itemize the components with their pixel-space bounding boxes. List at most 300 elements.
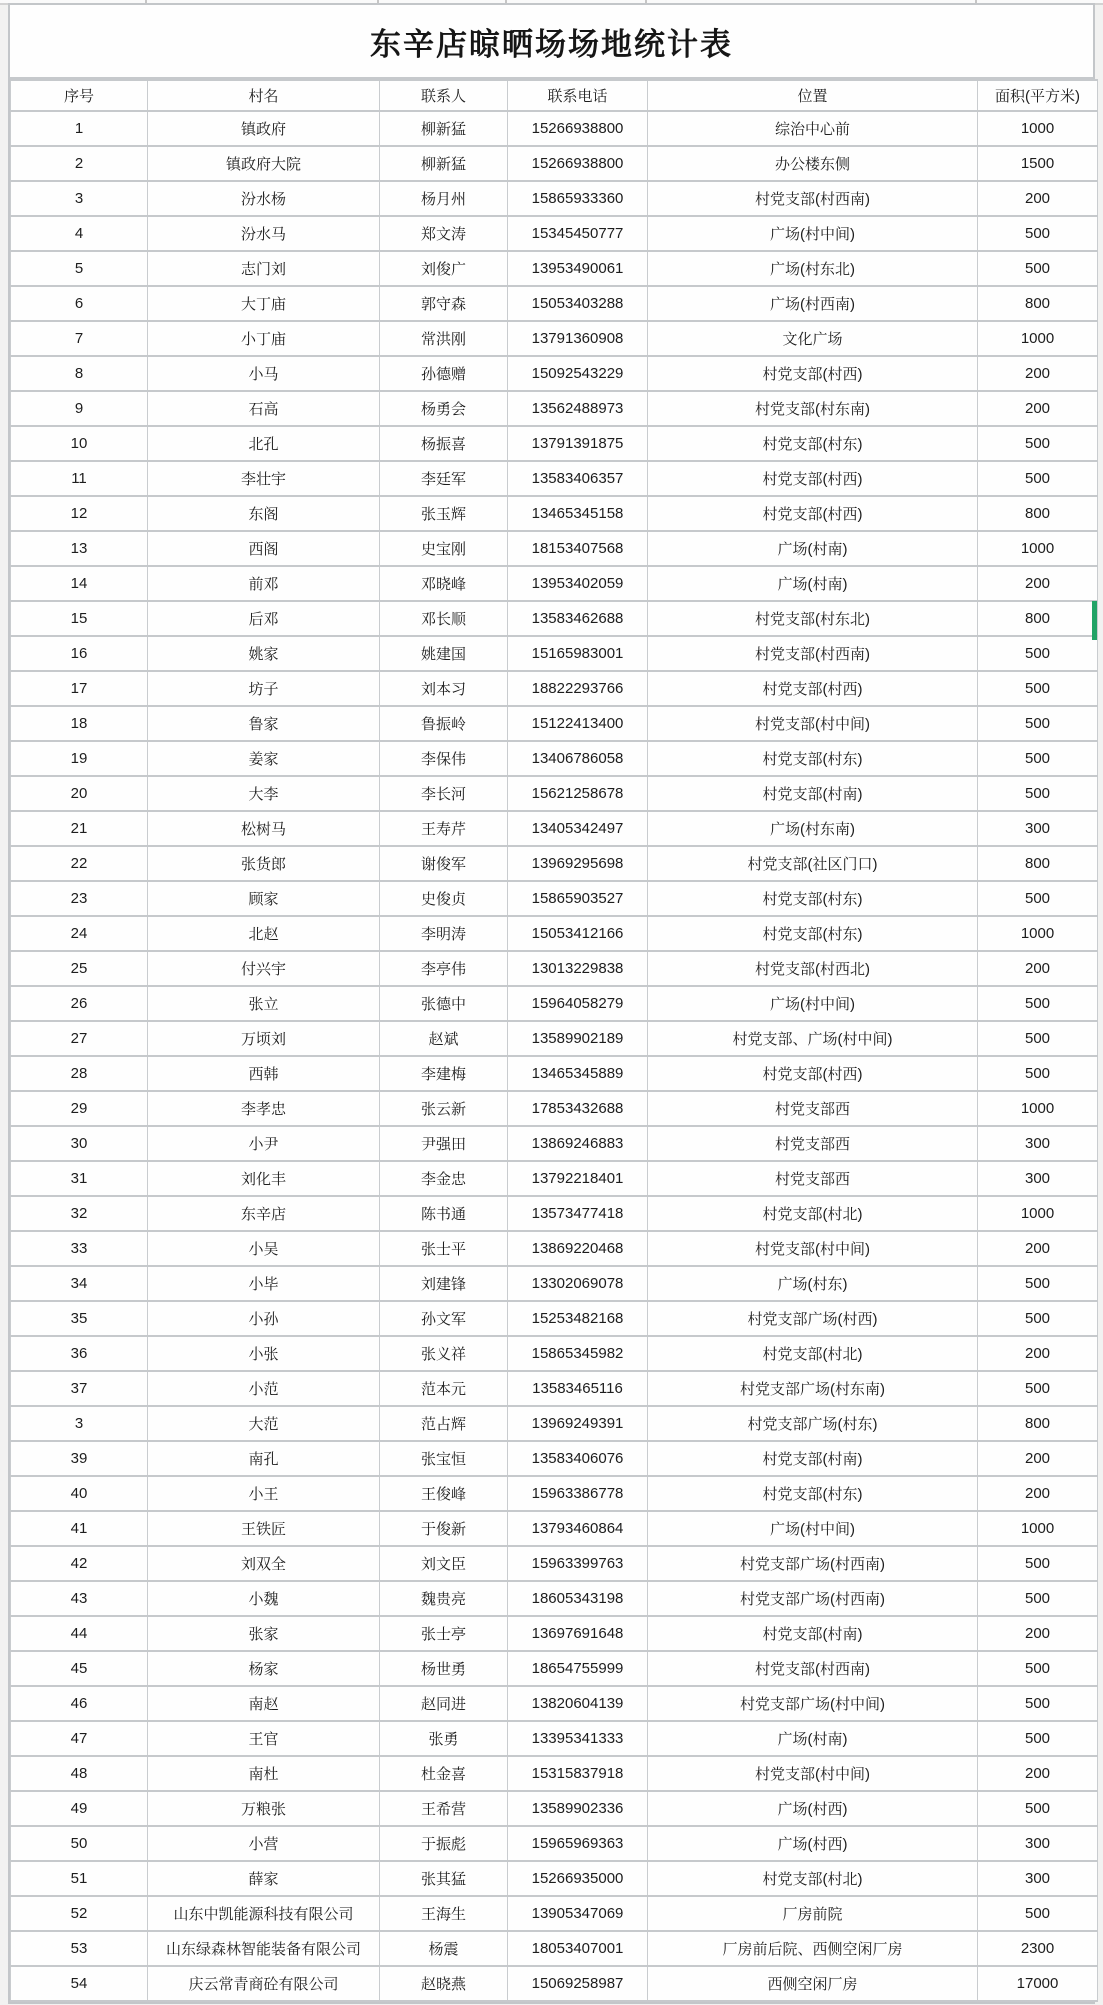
cell-phone[interactable]: 13791360908 — [508, 321, 648, 356]
cell-area[interactable]: 200 — [978, 1336, 1098, 1371]
cell-seq[interactable]: 49 — [11, 1791, 148, 1826]
cell-contact[interactable]: 张宝恒 — [380, 1441, 508, 1476]
cell-seq[interactable]: 10 — [11, 426, 148, 461]
cell-location[interactable]: 村党支部西 — [648, 1161, 978, 1196]
cell-contact[interactable]: 常洪刚 — [380, 321, 508, 356]
cell-seq[interactable]: 2 — [11, 146, 148, 181]
cell-phone[interactable]: 13969249391 — [508, 1406, 648, 1441]
cell-area[interactable]: 500 — [978, 1266, 1098, 1301]
cell-village[interactable]: 张家 — [148, 1616, 380, 1651]
cell-seq[interactable]: 40 — [11, 1476, 148, 1511]
cell-seq[interactable]: 50 — [11, 1826, 148, 1861]
cell-village[interactable]: 坊子 — [148, 671, 380, 706]
cell-contact[interactable]: 史俊贞 — [380, 881, 508, 916]
cell-location[interactable]: 村党支部广场(村东南) — [648, 1371, 978, 1406]
cell-phone[interactable]: 13793460864 — [508, 1511, 648, 1546]
cell-area[interactable]: 200 — [978, 356, 1098, 391]
cell-seq[interactable]: 33 — [11, 1231, 148, 1266]
cell-location[interactable]: 村党支部(村中间) — [648, 1756, 978, 1791]
cell-contact[interactable]: 赵同进 — [380, 1686, 508, 1721]
cell-location[interactable]: 村党支部西 — [648, 1091, 978, 1126]
cell-location[interactable]: 村党支部(村西) — [648, 461, 978, 496]
cell-contact[interactable]: 郑文涛 — [380, 216, 508, 251]
cell-contact[interactable]: 柳新猛 — [380, 146, 508, 181]
cell-village[interactable]: 西阁 — [148, 531, 380, 566]
cell-area[interactable]: 800 — [978, 496, 1098, 531]
cell-area[interactable]: 500 — [978, 1791, 1098, 1826]
cell-phone[interactable]: 13583406076 — [508, 1441, 648, 1476]
cell-seq[interactable]: 13 — [11, 531, 148, 566]
cell-location[interactable]: 村党支部广场(村中间) — [648, 1686, 978, 1721]
cell-location[interactable]: 文化广场 — [648, 321, 978, 356]
cell-village[interactable]: 小丁庙 — [148, 321, 380, 356]
cell-contact[interactable]: 王俊峰 — [380, 1476, 508, 1511]
cell-seq[interactable]: 4 — [11, 216, 148, 251]
cell-location[interactable]: 村党支部(村南) — [648, 776, 978, 811]
cell-location[interactable]: 村党支部(村东) — [648, 426, 978, 461]
cell-village[interactable]: 小毕 — [148, 1266, 380, 1301]
cell-area[interactable]: 500 — [978, 426, 1098, 461]
cell-location[interactable]: 村党支部(村西) — [648, 671, 978, 706]
cell-seq[interactable]: 27 — [11, 1021, 148, 1056]
cell-area[interactable]: 300 — [978, 1126, 1098, 1161]
cell-seq[interactable]: 28 — [11, 1056, 148, 1091]
cell-village[interactable]: 李壮宇 — [148, 461, 380, 496]
cell-location[interactable]: 村党支部广场(村西) — [648, 1301, 978, 1336]
cell-seq[interactable]: 5 — [11, 251, 148, 286]
cell-seq[interactable]: 44 — [11, 1616, 148, 1651]
cell-area[interactable]: 500 — [978, 251, 1098, 286]
cell-seq[interactable]: 19 — [11, 741, 148, 776]
cell-contact[interactable]: 李亭伟 — [380, 951, 508, 986]
cell-village[interactable]: 汾水马 — [148, 216, 380, 251]
cell-phone[interactable]: 13465345889 — [508, 1056, 648, 1091]
cell-location[interactable]: 村党支部(村西北) — [648, 951, 978, 986]
column-header-village[interactable]: 村名 — [148, 80, 380, 111]
cell-village[interactable]: 前邓 — [148, 566, 380, 601]
cell-seq[interactable]: 48 — [11, 1756, 148, 1791]
cell-village[interactable]: 刘化丰 — [148, 1161, 380, 1196]
cell-phone[interactable]: 13792218401 — [508, 1161, 648, 1196]
cell-contact[interactable]: 刘文臣 — [380, 1546, 508, 1581]
cell-location[interactable]: 村党支部(村北) — [648, 1861, 978, 1896]
cell-village[interactable]: 石高 — [148, 391, 380, 426]
cell-area[interactable]: 200 — [978, 951, 1098, 986]
cell-seq[interactable]: 43 — [11, 1581, 148, 1616]
column-header-location[interactable]: 位置 — [648, 80, 978, 111]
cell-contact[interactable]: 杨勇会 — [380, 391, 508, 426]
cell-contact[interactable]: 张德中 — [380, 986, 508, 1021]
cell-contact[interactable]: 杨震 — [380, 1931, 508, 1966]
cell-village[interactable]: 王铁匠 — [148, 1511, 380, 1546]
cell-phone[interactable]: 13869220468 — [508, 1231, 648, 1266]
cell-seq[interactable]: 24 — [11, 916, 148, 951]
cell-village[interactable]: 南赵 — [148, 1686, 380, 1721]
cell-location[interactable]: 广场(村南) — [648, 1721, 978, 1756]
cell-phone[interactable]: 13583465116 — [508, 1371, 648, 1406]
cell-seq[interactable]: 26 — [11, 986, 148, 1021]
cell-contact[interactable]: 史宝刚 — [380, 531, 508, 566]
cell-village[interactable]: 姚家 — [148, 636, 380, 671]
cell-seq[interactable]: 47 — [11, 1721, 148, 1756]
cell-area[interactable]: 1000 — [978, 531, 1098, 566]
cell-location[interactable]: 广场(村南) — [648, 531, 978, 566]
cell-phone[interactable]: 15069258987 — [508, 1966, 648, 2001]
cell-location[interactable]: 村党支部广场(村西南) — [648, 1581, 978, 1616]
cell-village[interactable]: 小张 — [148, 1336, 380, 1371]
cell-phone[interactable]: 15122413400 — [508, 706, 648, 741]
cell-location[interactable]: 广场(村南) — [648, 566, 978, 601]
cell-seq[interactable]: 53 — [11, 1931, 148, 1966]
cell-phone[interactable]: 13302069078 — [508, 1266, 648, 1301]
cell-phone[interactable]: 15865933360 — [508, 181, 648, 216]
cell-seq[interactable]: 8 — [11, 356, 148, 391]
cell-contact[interactable]: 李建梅 — [380, 1056, 508, 1091]
cell-village[interactable]: 小孙 — [148, 1301, 380, 1336]
cell-contact[interactable]: 姚建国 — [380, 636, 508, 671]
cell-location[interactable]: 综治中心前 — [648, 111, 978, 146]
cell-location[interactable]: 广场(村西) — [648, 1791, 978, 1826]
cell-contact[interactable]: 张士平 — [380, 1231, 508, 1266]
cell-village[interactable]: 薛家 — [148, 1861, 380, 1896]
cell-location[interactable]: 村党支部(村东) — [648, 1476, 978, 1511]
cell-village[interactable]: 小营 — [148, 1826, 380, 1861]
cell-village[interactable]: 小尹 — [148, 1126, 380, 1161]
cell-seq[interactable]: 6 — [11, 286, 148, 321]
cell-contact[interactable]: 柳新猛 — [380, 111, 508, 146]
cell-area[interactable]: 500 — [978, 1301, 1098, 1336]
cell-location[interactable]: 村党支部(村西) — [648, 1056, 978, 1091]
cell-location[interactable]: 村党支部(村西南) — [648, 181, 978, 216]
cell-area[interactable]: 2300 — [978, 1931, 1098, 1966]
cell-village[interactable]: 小魏 — [148, 1581, 380, 1616]
cell-location[interactable]: 村党支部(村北) — [648, 1336, 978, 1371]
cell-area[interactable]: 500 — [978, 1021, 1098, 1056]
cell-phone[interactable]: 13953490061 — [508, 251, 648, 286]
cell-village[interactable]: 山东绿森林智能装备有限公司 — [148, 1931, 380, 1966]
cell-area[interactable]: 500 — [978, 741, 1098, 776]
cell-contact[interactable]: 李廷军 — [380, 461, 508, 496]
cell-area[interactable]: 500 — [978, 216, 1098, 251]
cell-location[interactable]: 村党支部、广场(村中间) — [648, 1021, 978, 1056]
cell-area[interactable]: 200 — [978, 1756, 1098, 1791]
cell-contact[interactable]: 张其猛 — [380, 1861, 508, 1896]
cell-seq[interactable]: 22 — [11, 846, 148, 881]
cell-seq[interactable]: 7 — [11, 321, 148, 356]
cell-phone[interactable]: 15053412166 — [508, 916, 648, 951]
cell-phone[interactable]: 15965969363 — [508, 1826, 648, 1861]
cell-location[interactable]: 村党支部(村中间) — [648, 706, 978, 741]
cell-area[interactable]: 500 — [978, 1056, 1098, 1091]
cell-contact[interactable]: 孙德赠 — [380, 356, 508, 391]
cell-phone[interactable]: 13465345158 — [508, 496, 648, 531]
cell-phone[interactable]: 13905347069 — [508, 1896, 648, 1931]
cell-contact[interactable]: 李长河 — [380, 776, 508, 811]
cell-phone[interactable]: 13405342497 — [508, 811, 648, 846]
cell-location[interactable]: 广场(村东南) — [648, 811, 978, 846]
cell-village[interactable]: 刘双全 — [148, 1546, 380, 1581]
cell-location[interactable]: 厂房前院 — [648, 1896, 978, 1931]
cell-village[interactable]: 北孔 — [148, 426, 380, 461]
cell-area[interactable]: 200 — [978, 1231, 1098, 1266]
cell-contact[interactable]: 李金忠 — [380, 1161, 508, 1196]
cell-contact[interactable]: 杨振喜 — [380, 426, 508, 461]
cell-contact[interactable]: 孙文军 — [380, 1301, 508, 1336]
cell-location[interactable]: 村党支部(村东) — [648, 916, 978, 951]
cell-seq[interactable]: 46 — [11, 1686, 148, 1721]
cell-phone[interactable]: 13953402059 — [508, 566, 648, 601]
cell-village[interactable]: 汾水杨 — [148, 181, 380, 216]
cell-location[interactable]: 广场(村东北) — [648, 251, 978, 286]
cell-contact[interactable]: 刘本习 — [380, 671, 508, 706]
cell-contact[interactable]: 邓长顺 — [380, 601, 508, 636]
cell-area[interactable]: 500 — [978, 881, 1098, 916]
cell-location[interactable]: 村党支部(村东南) — [648, 391, 978, 426]
cell-contact[interactable]: 杨月州 — [380, 181, 508, 216]
cell-location[interactable]: 村党支部(村西) — [648, 356, 978, 391]
cell-seq[interactable]: 16 — [11, 636, 148, 671]
cell-area[interactable]: 500 — [978, 671, 1098, 706]
cell-area[interactable]: 500 — [978, 776, 1098, 811]
cell-village[interactable]: 大范 — [148, 1406, 380, 1441]
cell-area[interactable]: 300 — [978, 1861, 1098, 1896]
cell-phone[interactable]: 15266938800 — [508, 146, 648, 181]
cell-phone[interactable]: 15165983001 — [508, 636, 648, 671]
cell-village[interactable]: 镇政府 — [148, 111, 380, 146]
cell-phone[interactable]: 13869246883 — [508, 1126, 648, 1161]
cell-seq[interactable]: 3 — [11, 181, 148, 216]
cell-phone[interactable]: 13013229838 — [508, 951, 648, 986]
cell-phone[interactable]: 18822293766 — [508, 671, 648, 706]
cell-area[interactable]: 800 — [978, 601, 1098, 636]
cell-village[interactable]: 南孔 — [148, 1441, 380, 1476]
cell-phone[interactable]: 17853432688 — [508, 1091, 648, 1126]
cell-phone[interactable]: 15053403288 — [508, 286, 648, 321]
cell-area[interactable]: 200 — [978, 1476, 1098, 1511]
cell-seq[interactable]: 12 — [11, 496, 148, 531]
cell-seq[interactable]: 25 — [11, 951, 148, 986]
cell-location[interactable]: 西侧空闲厂房 — [648, 1966, 978, 2001]
cell-village[interactable]: 南杜 — [148, 1756, 380, 1791]
cell-seq[interactable]: 30 — [11, 1126, 148, 1161]
cell-area[interactable]: 300 — [978, 811, 1098, 846]
cell-phone[interactable]: 13791391875 — [508, 426, 648, 461]
cell-phone[interactable]: 13820604139 — [508, 1686, 648, 1721]
cell-seq[interactable]: 20 — [11, 776, 148, 811]
cell-location[interactable]: 村党支部(村西) — [648, 496, 978, 531]
cell-contact[interactable]: 张勇 — [380, 1721, 508, 1756]
cell-location[interactable]: 村党支部(村西南) — [648, 1651, 978, 1686]
cell-area[interactable]: 500 — [978, 1581, 1098, 1616]
cell-village[interactable]: 李孝忠 — [148, 1091, 380, 1126]
cell-village[interactable]: 北赵 — [148, 916, 380, 951]
cell-phone[interactable]: 13583406357 — [508, 461, 648, 496]
cell-area[interactable]: 500 — [978, 1546, 1098, 1581]
cell-village[interactable]: 小范 — [148, 1371, 380, 1406]
cell-contact[interactable]: 张义祥 — [380, 1336, 508, 1371]
cell-village[interactable]: 志门刘 — [148, 251, 380, 286]
cell-location[interactable]: 厂房前后院、西侧空闲厂房 — [648, 1931, 978, 1966]
cell-village[interactable]: 大丁庙 — [148, 286, 380, 321]
cell-village[interactable]: 付兴宇 — [148, 951, 380, 986]
cell-seq[interactable]: 18 — [11, 706, 148, 741]
cell-area[interactable]: 500 — [978, 461, 1098, 496]
cell-seq[interactable]: 17 — [11, 671, 148, 706]
cell-phone[interactable]: 15963399763 — [508, 1546, 648, 1581]
cell-village[interactable]: 鲁家 — [148, 706, 380, 741]
cell-contact[interactable]: 刘建锋 — [380, 1266, 508, 1301]
cell-phone[interactable]: 13697691648 — [508, 1616, 648, 1651]
cell-phone[interactable]: 15092543229 — [508, 356, 648, 391]
cell-seq[interactable]: 42 — [11, 1546, 148, 1581]
cell-area[interactable]: 1000 — [978, 1091, 1098, 1126]
cell-phone[interactable]: 15621258678 — [508, 776, 648, 811]
cell-area[interactable]: 500 — [978, 986, 1098, 1021]
cell-area[interactable]: 200 — [978, 1616, 1098, 1651]
cell-area[interactable]: 500 — [978, 1651, 1098, 1686]
cell-village[interactable]: 山东中凯能源科技有限公司 — [148, 1896, 380, 1931]
cell-phone[interactable]: 13589902336 — [508, 1791, 648, 1826]
cell-village[interactable]: 顾家 — [148, 881, 380, 916]
cell-seq[interactable]: 1 — [11, 111, 148, 146]
cell-seq[interactable]: 15 — [11, 601, 148, 636]
cell-contact[interactable]: 王寿芹 — [380, 811, 508, 846]
cell-phone[interactable]: 15266938800 — [508, 111, 648, 146]
cell-village[interactable]: 镇政府大院 — [148, 146, 380, 181]
cell-seq[interactable]: 14 — [11, 566, 148, 601]
cell-phone[interactable]: 13573477418 — [508, 1196, 648, 1231]
cell-location[interactable]: 广场(村东) — [648, 1266, 978, 1301]
cell-contact[interactable]: 王希营 — [380, 1791, 508, 1826]
cell-area[interactable]: 200 — [978, 391, 1098, 426]
cell-area[interactable]: 1000 — [978, 111, 1098, 146]
cell-contact[interactable]: 尹强田 — [380, 1126, 508, 1161]
cell-contact[interactable]: 刘俊广 — [380, 251, 508, 286]
cell-village[interactable]: 后邓 — [148, 601, 380, 636]
cell-location[interactable]: 村党支部(村中间) — [648, 1231, 978, 1266]
cell-phone[interactable]: 13562488973 — [508, 391, 648, 426]
cell-area[interactable]: 500 — [978, 1686, 1098, 1721]
cell-village[interactable]: 张立 — [148, 986, 380, 1021]
cell-seq[interactable]: 52 — [11, 1896, 148, 1931]
cell-location[interactable]: 村党支部广场(村东) — [648, 1406, 978, 1441]
cell-area[interactable]: 500 — [978, 1371, 1098, 1406]
cell-contact[interactable]: 赵晓燕 — [380, 1966, 508, 2001]
cell-seq[interactable]: 21 — [11, 811, 148, 846]
cell-phone[interactable]: 15266935000 — [508, 1861, 648, 1896]
cell-location[interactable]: 广场(村中间) — [648, 216, 978, 251]
cell-area[interactable]: 1500 — [978, 146, 1098, 181]
cell-location[interactable]: 村党支部西 — [648, 1126, 978, 1161]
cell-seq[interactable]: 23 — [11, 881, 148, 916]
cell-seq[interactable]: 39 — [11, 1441, 148, 1476]
cell-area[interactable]: 500 — [978, 1896, 1098, 1931]
cell-area[interactable]: 800 — [978, 286, 1098, 321]
cell-village[interactable]: 小马 — [148, 356, 380, 391]
cell-seq[interactable]: 34 — [11, 1266, 148, 1301]
cell-phone[interactable]: 13406786058 — [508, 741, 648, 776]
cell-area[interactable]: 200 — [978, 1441, 1098, 1476]
cell-area[interactable]: 1000 — [978, 1196, 1098, 1231]
cell-phone[interactable]: 13969295698 — [508, 846, 648, 881]
cell-seq[interactable]: 32 — [11, 1196, 148, 1231]
cell-area[interactable]: 17000 — [978, 1966, 1098, 2001]
cell-contact[interactable]: 张玉辉 — [380, 496, 508, 531]
cell-phone[interactable]: 15963386778 — [508, 1476, 648, 1511]
cell-village[interactable]: 西韩 — [148, 1056, 380, 1091]
cell-area[interactable]: 500 — [978, 706, 1098, 741]
cell-location[interactable]: 广场(村中间) — [648, 986, 978, 1021]
cell-phone[interactable]: 18654755999 — [508, 1651, 648, 1686]
cell-seq[interactable]: 35 — [11, 1301, 148, 1336]
cell-village[interactable]: 姜家 — [148, 741, 380, 776]
cell-seq[interactable]: 3 — [11, 1406, 148, 1441]
cell-location[interactable]: 村党支部(村南) — [648, 1441, 978, 1476]
cell-seq[interactable]: 11 — [11, 461, 148, 496]
cell-phone[interactable]: 13395341333 — [508, 1721, 648, 1756]
cell-location[interactable]: 村党支部(村东) — [648, 881, 978, 916]
cell-village[interactable]: 大李 — [148, 776, 380, 811]
cell-area[interactable]: 800 — [978, 846, 1098, 881]
cell-contact[interactable]: 邓晓峰 — [380, 566, 508, 601]
cell-village[interactable]: 万粮张 — [148, 1791, 380, 1826]
cell-area[interactable]: 300 — [978, 1826, 1098, 1861]
cell-contact[interactable]: 鲁振岭 — [380, 706, 508, 741]
cell-contact[interactable]: 张云新 — [380, 1091, 508, 1126]
cell-contact[interactable]: 郭守森 — [380, 286, 508, 321]
cell-location[interactable]: 办公楼东侧 — [648, 146, 978, 181]
cell-contact[interactable]: 赵斌 — [380, 1021, 508, 1056]
cell-location[interactable]: 村党支部(村西南) — [648, 636, 978, 671]
cell-contact[interactable]: 王海生 — [380, 1896, 508, 1931]
cell-village[interactable]: 东阁 — [148, 496, 380, 531]
cell-contact[interactable]: 杨世勇 — [380, 1651, 508, 1686]
cell-village[interactable]: 万顷刘 — [148, 1021, 380, 1056]
cell-village[interactable]: 庆云常青商砼有限公司 — [148, 1966, 380, 2001]
cell-phone[interactable]: 18153407568 — [508, 531, 648, 566]
cell-contact[interactable]: 于振彪 — [380, 1826, 508, 1861]
cell-area[interactable]: 1000 — [978, 1511, 1098, 1546]
cell-seq[interactable]: 45 — [11, 1651, 148, 1686]
cell-location[interactable]: 村党支部广场(村西南) — [648, 1546, 978, 1581]
cell-contact[interactable]: 陈书通 — [380, 1196, 508, 1231]
cell-area[interactable]: 800 — [978, 1406, 1098, 1441]
cell-location[interactable]: 村党支部(村东北) — [648, 601, 978, 636]
cell-contact[interactable]: 魏贵亮 — [380, 1581, 508, 1616]
cell-location[interactable]: 村党支部(村北) — [648, 1196, 978, 1231]
cell-contact[interactable]: 谢俊军 — [380, 846, 508, 881]
cell-location[interactable]: 广场(村西南) — [648, 286, 978, 321]
cell-contact[interactable]: 李保伟 — [380, 741, 508, 776]
cell-location[interactable]: 广场(村中间) — [648, 1511, 978, 1546]
cell-seq[interactable]: 54 — [11, 1966, 148, 2001]
cell-seq[interactable]: 31 — [11, 1161, 148, 1196]
cell-village[interactable]: 王官 — [148, 1721, 380, 1756]
cell-area[interactable]: 500 — [978, 636, 1098, 671]
cell-contact[interactable]: 杜金喜 — [380, 1756, 508, 1791]
cell-location[interactable]: 村党支部(社区门口) — [648, 846, 978, 881]
cell-phone[interactable]: 13589902189 — [508, 1021, 648, 1056]
cell-phone[interactable]: 15315837918 — [508, 1756, 648, 1791]
cell-phone[interactable]: 15865903527 — [508, 881, 648, 916]
column-header-phone[interactable]: 联系电话 — [508, 80, 648, 111]
column-header-contact[interactable]: 联系人 — [380, 80, 508, 111]
column-header-area[interactable]: 面积(平方米) — [978, 80, 1098, 111]
cell-location[interactable]: 广场(村西) — [648, 1826, 978, 1861]
cell-contact[interactable]: 于俊新 — [380, 1511, 508, 1546]
column-header-seq[interactable]: 序号 — [11, 80, 148, 111]
cell-village[interactable]: 张货郎 — [148, 846, 380, 881]
